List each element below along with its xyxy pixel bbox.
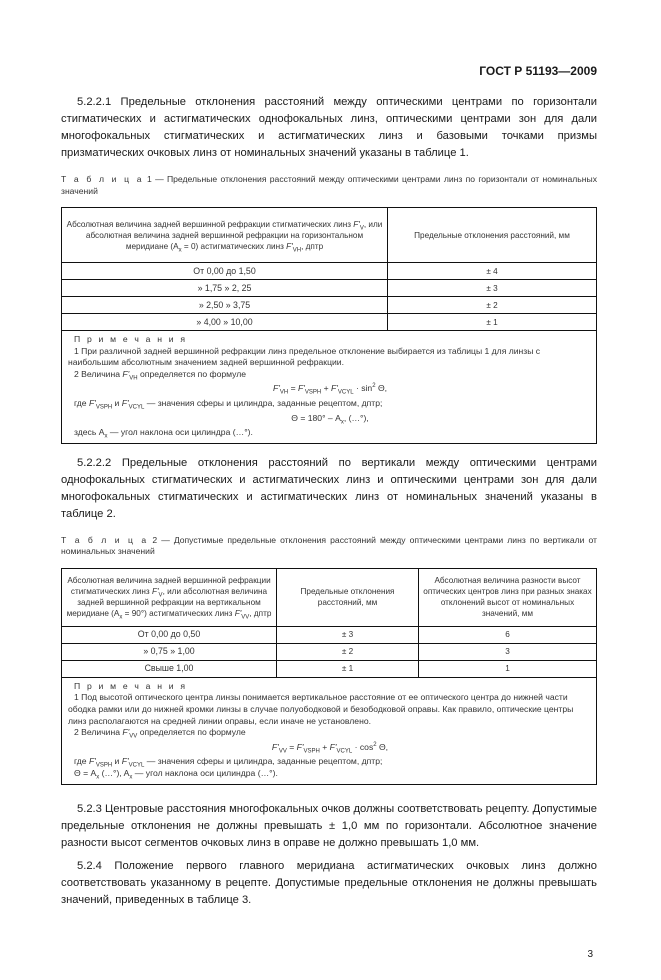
cell-difference: 6 — [419, 626, 597, 643]
header-refraction — [62, 568, 277, 626]
table-row — [62, 626, 597, 643]
table2-caption-text: 2 — Допустимые предельные отклонения расстояний между оптическими центрами линз по вертикали от номинальных значений — [61, 534, 597, 557]
table2-caption — [61, 535, 597, 558]
text-fragment: , (…°), — [343, 412, 369, 423]
text-fragment: VV — [241, 614, 250, 621]
table-header-row — [62, 568, 597, 626]
text-fragment: 2 Величина — [74, 368, 123, 379]
text-fragment: F' — [331, 383, 338, 394]
cell-tolerance: ± 2 — [388, 297, 597, 314]
cell-range: Свыше 1,00 — [62, 660, 277, 677]
text-fragment: где — [74, 756, 89, 767]
cell-tolerance: ± 1 — [388, 314, 597, 331]
text-fragment: F' — [234, 609, 242, 619]
note-1: 1 Под высотой оптического центра линзы понимается вертикальное расстояние от ее оптического центра до нижней части ободка рамки или до нижней кромки линзы в случае полуободковой и безободковой оправы. Как правило, оптические центры линз располагаются на средней линии оправы, если иначе не установлено. — [68, 692, 574, 726]
text-fragment: и — [112, 756, 122, 767]
formula-fvv — [68, 742, 592, 754]
text-fragment: F' — [121, 756, 129, 767]
text-fragment: 2 Величина — [74, 727, 123, 738]
note-2 — [68, 369, 592, 381]
text-fragment: F' — [121, 397, 129, 408]
table-2 — [61, 568, 597, 785]
formula-fvh — [68, 383, 592, 395]
text-fragment: x — [96, 774, 100, 781]
text-fragment: — угол наклона оси цилиндра (…°). — [132, 767, 278, 778]
formula-where — [68, 756, 592, 768]
text-fragment: — значения сферы и цилиндра, заданные рецептом, дптр; — [144, 756, 383, 767]
text-fragment: VSPH — [95, 404, 113, 411]
notes-title: П р и м е ч а н и я — [74, 680, 188, 691]
table-row — [62, 297, 597, 314]
cell-range: » 1,75 » 2, 25 — [62, 280, 388, 297]
text-fragment: · sin — [353, 383, 373, 394]
text-fragment: (…°), A — [99, 767, 130, 778]
text-fragment: F' — [353, 219, 360, 229]
text-fragment: определяется по формуле — [137, 368, 247, 379]
table1-caption-text: 1 — Предельные отклонения расстояний между оптическими центрами линз по горизонтали от номинальных значений — [61, 174, 597, 196]
text-fragment: VV — [129, 733, 138, 740]
text-fragment: VCYL — [336, 748, 353, 755]
header-height-difference: Абсолютная величина разности высот оптических центров линз при разных знаках отклонений высот от номинальных значений, мм — [419, 568, 597, 626]
text-fragment: VSPH — [304, 390, 322, 397]
formula-axis — [68, 427, 592, 439]
page-number: 3 — [587, 948, 593, 960]
header-tolerance: Предельные отклонения расстояний, мм — [277, 568, 419, 626]
text-fragment: F' — [296, 741, 304, 752]
cell-tolerance: ± 4 — [388, 263, 597, 280]
text-fragment: F' — [286, 241, 293, 251]
text-fragment: = 90°) астигматических линз — [122, 609, 235, 619]
table1-notes — [62, 331, 597, 444]
text-fragment: VH — [129, 375, 138, 382]
text-fragment: F' — [272, 383, 280, 394]
cell-range: От 0,00 до 0,50 — [62, 626, 277, 643]
text-fragment: , или абсолютная величина задней вершинной рефракции на вертикальном меридиане (A — [66, 587, 268, 619]
text-fragment: = — [286, 741, 297, 752]
text-fragment: F' — [271, 741, 279, 752]
notes-row — [62, 677, 597, 784]
text-fragment: VH — [292, 247, 302, 254]
text-fragment: VSPH — [95, 763, 113, 770]
cell-tolerance: ± 3 — [388, 280, 597, 297]
text-fragment: Θ, — [375, 383, 388, 394]
cell-range: » 4,00 » 10,00 — [62, 314, 388, 331]
table-header-row — [62, 208, 597, 263]
paragraph-5-2-4: 5.2.4 Положение первого главного меридиана астигматических очковых линз должно соответствовать указанному в рецепте. Допустимые предельные отклонения не должны превышать значений, приведенных в таблице 3. — [61, 859, 597, 906]
text-fragment: x — [119, 614, 123, 621]
text-fragment: 2 — [373, 741, 377, 748]
text-fragment: F' — [122, 727, 130, 738]
text-fragment: F' — [88, 756, 96, 767]
text-fragment: VCYL — [337, 390, 354, 397]
paragraph-5-2-2-2: 5.2.2.2 Предельные отклонения расстояний по вертикали между оптическими центрами однофокальных стигматических и астигматических линз и оптическими центрами зон для дали многофокальных стигматических и астигматических линз от номинальных значений указаны в таблице 2. — [61, 456, 597, 520]
cell-tolerance: ± 3 — [277, 626, 419, 643]
paragraph-5-2-2-1: 5.2.2.1 Предельные отклонения расстояний между оптическими центрами по горизонтали стигматических и астигматических однофокальных линз, оптическими центрами зон для дали многофокальных стигматических и астигматических линз и базовыми точками призмы призматических очковых линз от номинальных значений указаны в таблице 1. — [61, 96, 597, 159]
text-fragment: — значения сферы и цилиндра, заданные рецептом, дптр; — [144, 397, 383, 408]
table-row — [62, 263, 597, 280]
text-fragment: VCYL — [128, 404, 145, 411]
text-fragment: где — [74, 397, 89, 408]
text-fragment: = — [288, 383, 298, 394]
text-fragment: VSPH — [303, 748, 320, 755]
table1-caption — [61, 174, 597, 197]
text-fragment: · cos — [352, 741, 374, 752]
text-fragment: , дптр — [301, 241, 324, 251]
header-tolerance: Предельные отклонения расстояний, мм — [388, 208, 597, 263]
text-fragment: Абсолютная величина задней вершинной рефракции стигматических линз — [67, 576, 271, 597]
cell-range: От 0,00 до 1,50 — [62, 263, 388, 280]
text-fragment: VH — [279, 390, 289, 397]
text-fragment: Θ, — [376, 741, 389, 752]
text-fragment: 2 — [372, 383, 376, 390]
text-fragment: здесь A — [74, 427, 105, 438]
table-row — [62, 660, 597, 677]
table-row — [62, 643, 597, 660]
note-1: 1 При различной задней вершинной рефракции линз предельное отклонение выбирается из таблицы 1 для линзы с наибольшим абсолютным значением задней вершинной рефракции. — [68, 345, 541, 368]
text-fragment: + — [321, 383, 332, 394]
notes-title: П р и м е ч а н и я — [74, 334, 188, 344]
notes-row — [62, 331, 597, 444]
cell-range: » 0,75 » 1,00 — [62, 643, 277, 660]
text-fragment: и — [112, 397, 122, 408]
text-fragment: VCYL — [128, 763, 145, 770]
text-fragment: определяется по формуле — [137, 727, 246, 738]
text-fragment: x — [340, 419, 344, 426]
text-fragment: x — [104, 433, 108, 440]
text-fragment: Θ = A — [74, 767, 97, 778]
text-fragment: + — [319, 741, 330, 752]
cell-range: » 2,50 » 3,75 — [62, 297, 388, 314]
cell-tolerance: ± 2 — [277, 643, 419, 660]
cell-difference: 3 — [419, 643, 597, 660]
formula-where — [68, 398, 592, 410]
formula-theta — [68, 413, 592, 425]
cell-difference: 1 — [419, 660, 597, 677]
text-fragment: Абсолютная величина задней вершинной рефракции стигматических линз — [66, 219, 354, 229]
text-fragment: x — [129, 774, 133, 781]
formula-theta — [68, 768, 592, 780]
text-fragment: F' — [151, 587, 159, 597]
text-fragment: , дптр — [249, 609, 272, 619]
text-fragment: , или абсолютная величина задней вершинной рефракции на горизонтальном меридиане (A — [85, 219, 383, 251]
header-refraction — [62, 208, 388, 263]
text-fragment: VV — [278, 748, 287, 755]
text-fragment: F' — [88, 397, 96, 408]
text-fragment: F' — [329, 741, 337, 752]
table1-label: Т а б л и ц а — [61, 174, 144, 184]
paragraph-5-2-3: 5.2.3 Центровые расстояния многофокальных очков должны соответствовать рецепту. Допустимые предельные отклонения не должны превышать ± 1,0 мм по горизонтали. Абсолютное значение разности высот сегментов очковых линз в оправе не должно превышать 1,0 мм. — [61, 802, 597, 849]
cell-tolerance: ± 1 — [277, 660, 419, 677]
text-fragment: V — [359, 225, 364, 232]
text-fragment: F' — [122, 368, 130, 379]
text-fragment: x — [178, 247, 182, 254]
table-row — [62, 314, 597, 331]
text-fragment: V — [158, 592, 163, 599]
text-fragment: — угол наклона оси цилиндра (…°). — [107, 427, 253, 438]
text-fragment: = 0) астигматических линз — [181, 241, 287, 251]
text-fragment: Θ = 180° – A — [291, 412, 341, 423]
text-fragment: F' — [297, 383, 305, 394]
note-2 — [68, 727, 592, 739]
table2-notes — [62, 677, 597, 784]
document-header: ГОСТ Р 51193—2009 — [479, 64, 597, 78]
table-row — [62, 280, 597, 297]
table-1 — [61, 207, 597, 444]
table2-label: Т а б л и ц а — [61, 534, 149, 545]
